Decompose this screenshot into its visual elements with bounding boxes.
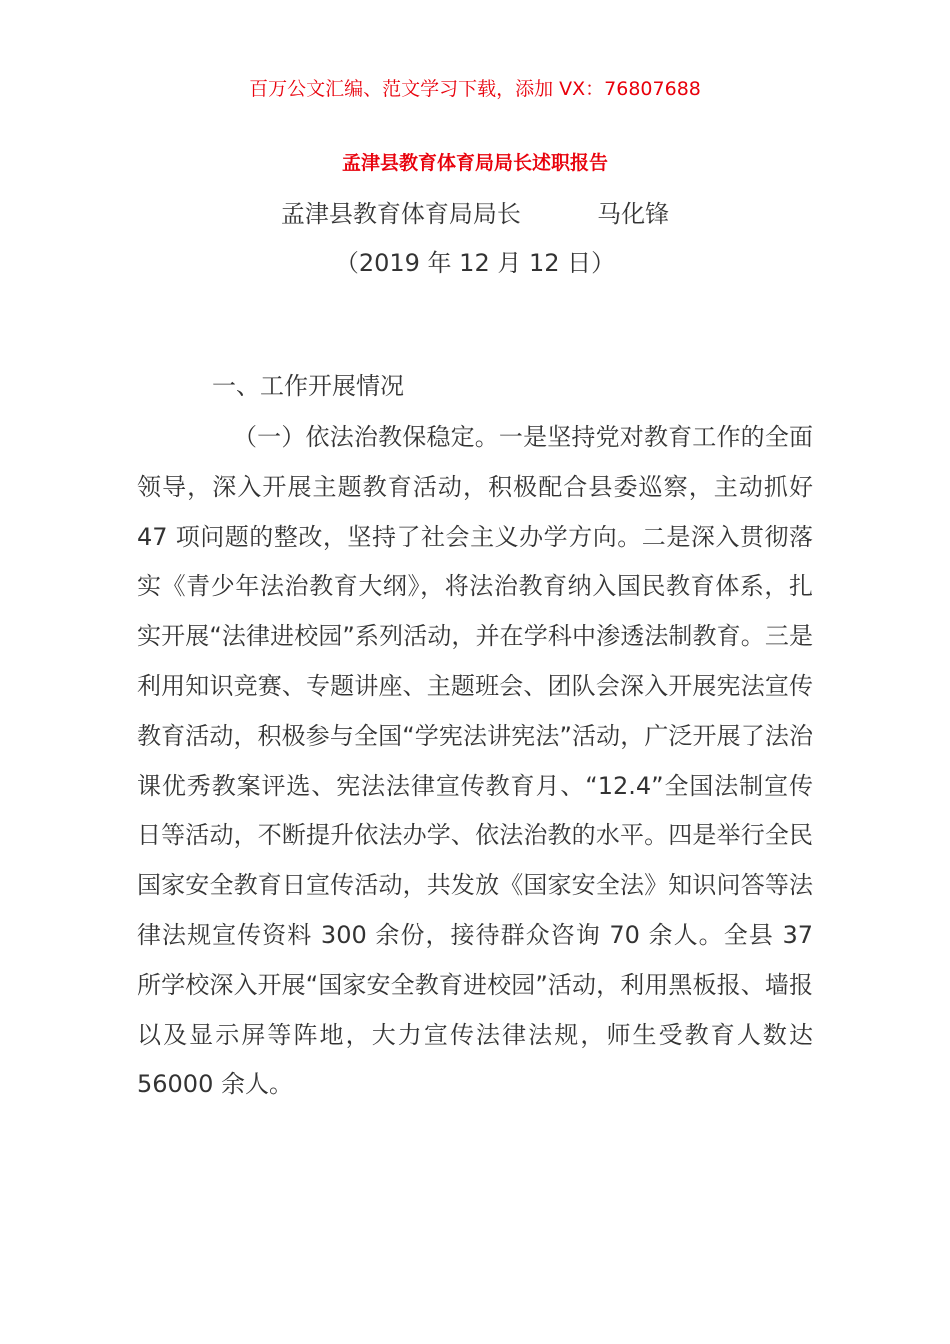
document-date: （2019 年 12 月 12 日） (334, 249, 616, 277)
author-byline: 孟津县教育体育局局长 马化锋 (280, 200, 670, 228)
body-paragraph: （一）依法治教保稳定。一是坚持党对教育工作的全面领导，深入开展主题教育活动，积极配合县委巡察，主动抓好 47 项问题的整改，坚持了社会主义办学方向。二是深入贯彻落实《青少年法治教育大纲》，将法治教育纳入国民教育体系，扎实开展“法律进校园”系列活动，并在学科中渗透法制教育。三是利用知识竞赛、专题讲座、主题班会、团队会深入开展宪法宣传教育活动，积极参与全国“学宪法讲宪法”活动，广泛开展了法治课优秀教案评选、宪法法律宣传教育月、“12.4”全国法制宣传日等活动，不断提升依法办学、依法治教的水平。四是举行全民国家安全教育日宣传活动，共发放《国家安全法》知识问答等法律法规宣传资料 300 余份，接待群众咨询 70 余人。全县 37 所学校深入开展“国家安全教育进校园”活动，利用黑板报、墙报以及显示屏等阵地，大力宣传法律法规，师生受教育人数达 56000 余人。 (137, 423, 813, 1099)
section-heading: 一、工作开展情况 (212, 372, 404, 400)
watermark-text: 百万公文汇编、范文学习下载，添加 VX：76807688 (249, 78, 701, 100)
document-title: 孟津县教育体育局局长述职报告 (341, 152, 608, 174)
